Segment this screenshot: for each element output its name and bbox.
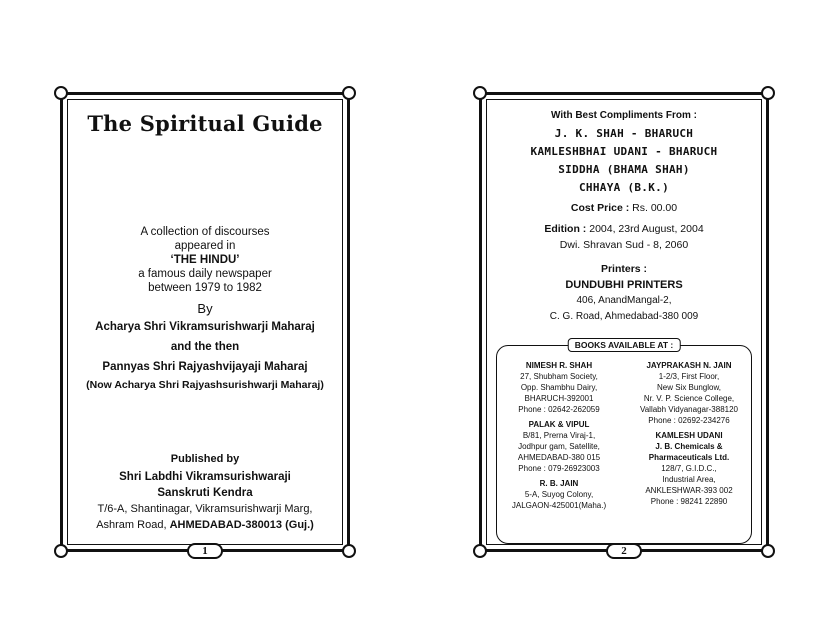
corner-ornament-icon <box>342 544 356 558</box>
printer-address-1: 406, AnandMangal-2, <box>576 295 672 306</box>
stockist-line: 1-2/3, First Floor, <box>658 372 720 381</box>
corner-ornament-icon <box>761 86 775 100</box>
publisher-line-2: Sanskruti Kendra <box>157 487 253 499</box>
stockist-line: 128/7, G.I.D.C., <box>661 464 717 473</box>
stockist-line: Opp. Shambhu Dairy, <box>520 383 598 392</box>
stockist-line: Phone : 98241 22890 <box>650 497 728 506</box>
compliments-heading: With Best Compliments From : <box>550 110 698 121</box>
stockist-line: Phone : 02642-262059 <box>518 405 600 414</box>
stockist-name: PALAK & VIPUL <box>528 420 590 429</box>
donor-line: J. K. SHAH - BHARUCH <box>554 127 694 140</box>
author-2: Pannyas Shri Rajyashvijayaji Maharaj <box>102 361 308 373</box>
publisher-address-1: T/6-A, Shantinagar, Vikramsurishwarji Marg, <box>97 503 313 515</box>
stockist-line: JALGAON-425001(Maha.) <box>511 501 607 510</box>
corner-ornament-icon <box>54 86 68 100</box>
stockist-line: B/81, Prerna Viraj-1, <box>522 431 596 440</box>
published-by: Published by <box>170 453 240 465</box>
stockist-line: Industrial Area, <box>662 475 716 484</box>
stockist-name: JAYPRAKASH N. JAIN <box>646 361 732 370</box>
author-1: Acharya Shri Vikramsurishwarji Maharaj <box>95 321 315 333</box>
author-2-note: (Now Acharya Shri Rajyashsurishwarji Maharaj) <box>86 379 324 391</box>
edition-value: 2004, 23rd August, 2004 <box>586 223 704 235</box>
donor-line: SIDDHA (BHAMA SHAH) <box>558 163 690 176</box>
stockist-line: AHMEDABAD-380 015 <box>517 453 601 462</box>
by-label: By <box>197 301 213 316</box>
books-available-label: BOOKS AVAILABLE AT : <box>568 338 681 352</box>
intro-block <box>63 225 347 295</box>
stockist-line: Phone : 079-26923003 <box>518 464 600 473</box>
corner-ornament-icon <box>761 544 775 558</box>
edition-date: Dwi. Shravan Sud - 8, 2060 <box>559 239 689 251</box>
publisher-address-2 <box>63 519 347 531</box>
printer-name: DUNDUBHI PRINTERS <box>565 279 683 291</box>
page-1 <box>60 92 350 557</box>
printers-label: Printers : <box>600 263 648 275</box>
stockist-line: Vallabh Vidyanagar-388120 <box>639 405 738 414</box>
publisher-line-1: Shri Labdhi Vikramsurishwaraji <box>119 471 291 483</box>
page-number: 1 <box>187 543 223 559</box>
stockist-name: R. B. JAIN <box>539 479 579 488</box>
page-number: 2 <box>606 543 642 559</box>
book-title: The Spiritual Guide <box>87 111 323 136</box>
stockist-line: BHARUCH-392001 <box>524 394 594 403</box>
intro-line: appeared in <box>174 240 236 252</box>
page-2 <box>479 92 769 557</box>
printer-address-2: C. G. Road, Ahmedabad-380 009 <box>549 311 699 322</box>
stockist-line: J. B. Chemicals & <box>655 442 723 451</box>
cost-label: Cost Price : <box>570 202 630 214</box>
books-available-box <box>496 340 752 544</box>
address-prefix: Ashram Road, <box>96 519 170 531</box>
intro-line: a famous daily newspaper <box>138 268 272 280</box>
edition-label: Edition : <box>544 223 587 235</box>
stockist-name: KAMLESH UDANI <box>655 431 723 440</box>
donor-line: CHHAYA (B.K.) <box>579 181 669 194</box>
stockist-column-right <box>629 360 749 507</box>
stockist-line: Phone : 02692-234276 <box>648 416 730 425</box>
stockist-name: NIMESH R. SHAH <box>525 361 593 370</box>
corner-ornament-icon <box>473 86 487 100</box>
corner-ornament-icon <box>54 544 68 558</box>
corner-ornament-icon <box>473 544 487 558</box>
corner-ornament-icon <box>342 86 356 100</box>
stockist-line: ANKLESHWAR-393 002 <box>645 486 733 495</box>
stockist-line: 27, Shubham Society, <box>520 372 598 381</box>
stockist-line: 5-A, Suyog Colony, <box>524 490 594 499</box>
intro-line: between 1979 to 1982 <box>148 282 262 294</box>
stockist-line: New Six Bunglow, <box>656 383 722 392</box>
cost-value: Rs. 00.00 <box>629 202 678 214</box>
donor-line: KAMLESHBHAI UDANI - BHARUCH <box>530 145 718 158</box>
and-the-then: and the then <box>170 341 240 353</box>
newspaper-name: ‘THE HINDU’ <box>170 254 240 266</box>
cost-price <box>482 202 766 214</box>
stockist-column-left <box>499 360 619 511</box>
edition <box>482 223 766 235</box>
intro-line: A collection of discourses <box>140 226 270 238</box>
stockist-line: Pharmaceuticals Ltd. <box>648 453 730 462</box>
stockist-line: Nr. V. P. Science College, <box>643 394 735 403</box>
stockist-line: Jodhpur gam, Satellite, <box>518 442 600 451</box>
address-city: AHMEDABAD-380013 (Guj.) <box>169 519 314 531</box>
